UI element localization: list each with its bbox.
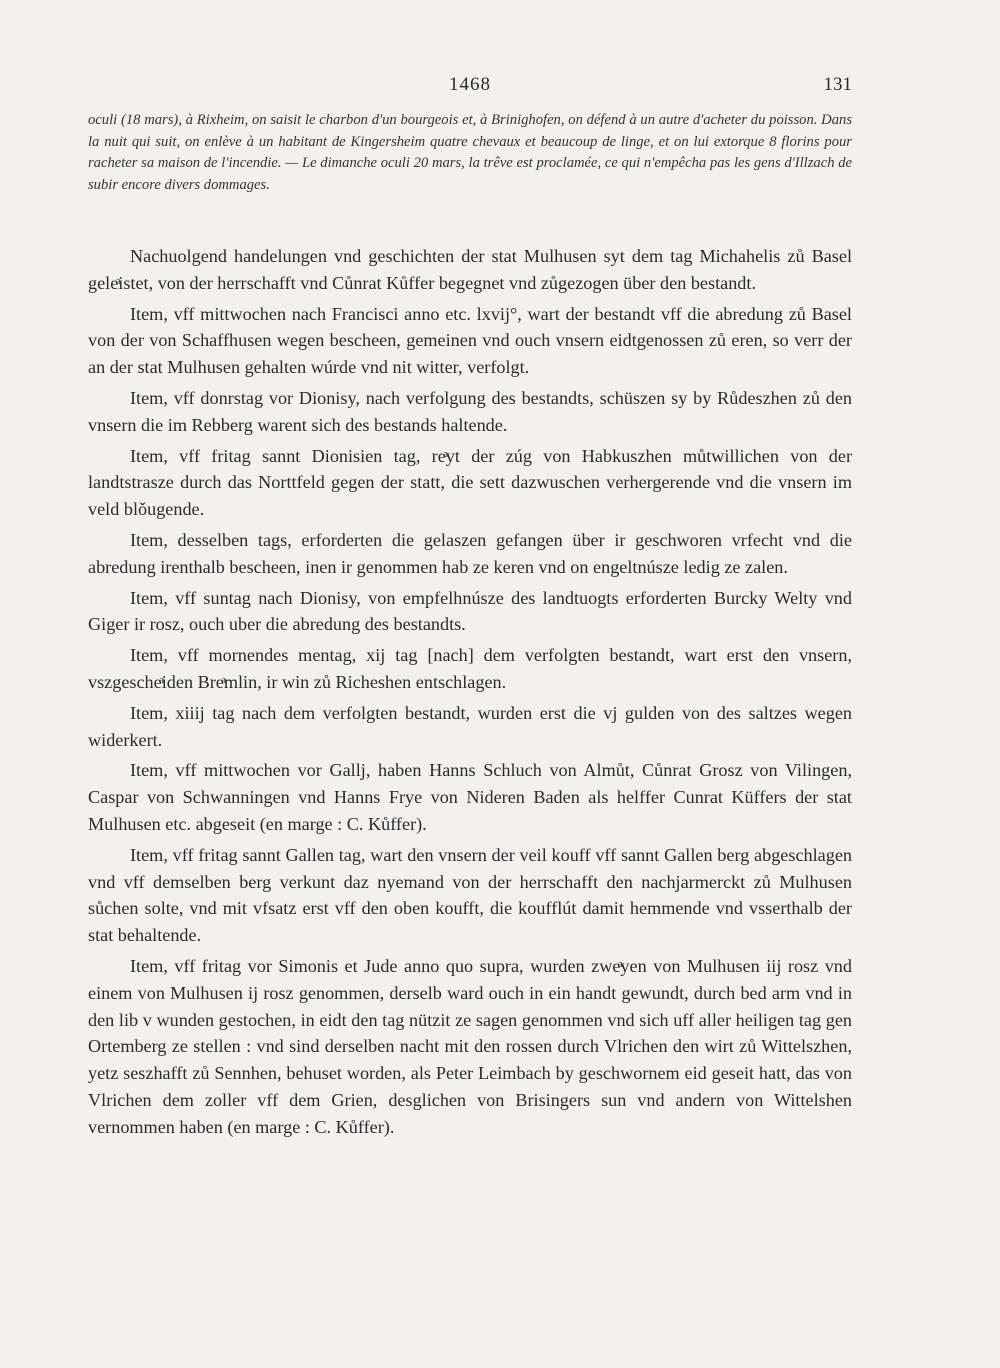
- french-summary: oculi (18 mars), à Rixheim, on saisit le charbon d'un bourgeois et, à Brinighofen, on défend à un autre d'acheter du poisson. Dans la nuit qui suit, on enlève à un habitant de Kingersheim quatre chevaux et beaucoup de linge, et on lui extorque 8 florins pour racheter sa maison de l'incendie. — Le dimanche oculi 20 mars, la trêve est proclamée, ce qui n'empêcha pas les gens d'Illzach de subir encore divers dommages.: [88, 112, 852, 193]
- paragraph: Item, vff donrstag vor Dionisy, nach verfolgung des bestandts, schüszen sy by Růdeszhen zů den vnsern die im Rebberg warent sich des bestands haltende.: [88, 387, 852, 435]
- paragraph: Item, vff fritag vor Simonis et Jude anno quo supra, wurden zweͣyen von Mulhusen iij rosz vnd einem von Mulhusen ij rosz genommen, derselb ward ouch in ein handt gewundt, durch bed arm vnd in den lib v wunden gestochen, in eidt den tag nützit ze sagen genommen vnd sich uff aller heiligen tag gen Ortemberg ze stellen : vnd sind derselben nacht mit den rossen durch Vlrichen den wirt zů Wittelszhen, yetz seszhafft zů Sennhen, behuset worden, als Peter Leimbach by geschwornem eid geseit hatt, das von Vlrichen dem zoller vff dem Grien, desglichen von Brisingers sun vnd andern von Wittelshen vernommen haben (en marge : C. Kůffer).: [88, 955, 852, 1137]
- paragraph: Item, vff suntag nach Dionisy, von empfelhnúsze des landtuogts erforderten Burcky Welty vnd Giger ir rosz, ouch uber die abredung des bestandts.: [88, 587, 852, 635]
- page-year: 1468: [449, 74, 491, 95]
- page-header: [88, 74, 852, 104]
- chronicle-text: [88, 243, 852, 1145]
- paragraph: Item, xiiij tag nach dem verfolgten bestandt, wurden erst die vj gulden von des saltzes wegen widerkert.: [88, 702, 852, 750]
- paragraph: Item, vff mittwochen vor Gallj, haben Hanns Schluch von Almůt, Cůnrat Grosz von Vilingen, Caspar von Schwanningen vnd Hanns Frye von Nideren Baden als helffer Cunrat Küffers der stat Mulhusen etc. abgeseit (en marge : C. Kůffer).: [88, 760, 852, 834]
- paragraph: Nachuolgend handelungen vnd geschichten der stat Mulhusen syt dem tag Michahelis zů Basel geleͣistet, von der herrschafft vnd Cůnrat Kůffer begegnet vnd zůgezogen über den bestandt.: [88, 246, 852, 293]
- paragraph: Item, vff mittwochen nach Francisci anno etc. lxvij°, wart der bestandt vff die abredung zů Basel von der von Schaffhusen wegen bescheen, gemeinen vnd ouch vnsern eidtgenossen zů eren, so verr der an der stat Mulhusen gehalten wúrde vnd nit witter, verfolgt.: [88, 303, 852, 378]
- page-number: 131: [823, 74, 852, 95]
- paragraph: Item, vff fritag sannt Dionisien tag, reͣyt der zúg von Habkuszhen můtwillichen von der landtstrasze durch das Norttfeld gegen der statt, die sett dazwuschen verhergerende vnd die vnsern im veld blǒugende.: [88, 445, 852, 520]
- paragraph: Item, desselben tags, erforderten die gelaszen gefangen über ir geschworen vrfecht vnd die abredung irenthalb bescheen, inen ir genommen hab ze keren vnd on engeltnúsze ledig ze zalen.: [88, 529, 852, 577]
- paragraph: Item, vff fritag sannt Gallen tag, wart den vnsern der veil kouff vff sannt Gallen berg abgeschlagen vnd vff demselben berg verkunt daz nyemand von der herrschafft den nachjarmerckt zů Mulhusen sůchen solte, vnd mit vfsatz erst vff den oben koufft, die koufflút damit hemmende vnd vsserthalb der stat behaltende.: [88, 844, 852, 946]
- paragraph: Item, vff mornendes mentag, xij tag [nach] dem verfolgten bestandt, wart erst den vnsern, vszgescheͣiden Breͣmlin, ir win zů Richeshen entschlagen.: [88, 645, 852, 692]
